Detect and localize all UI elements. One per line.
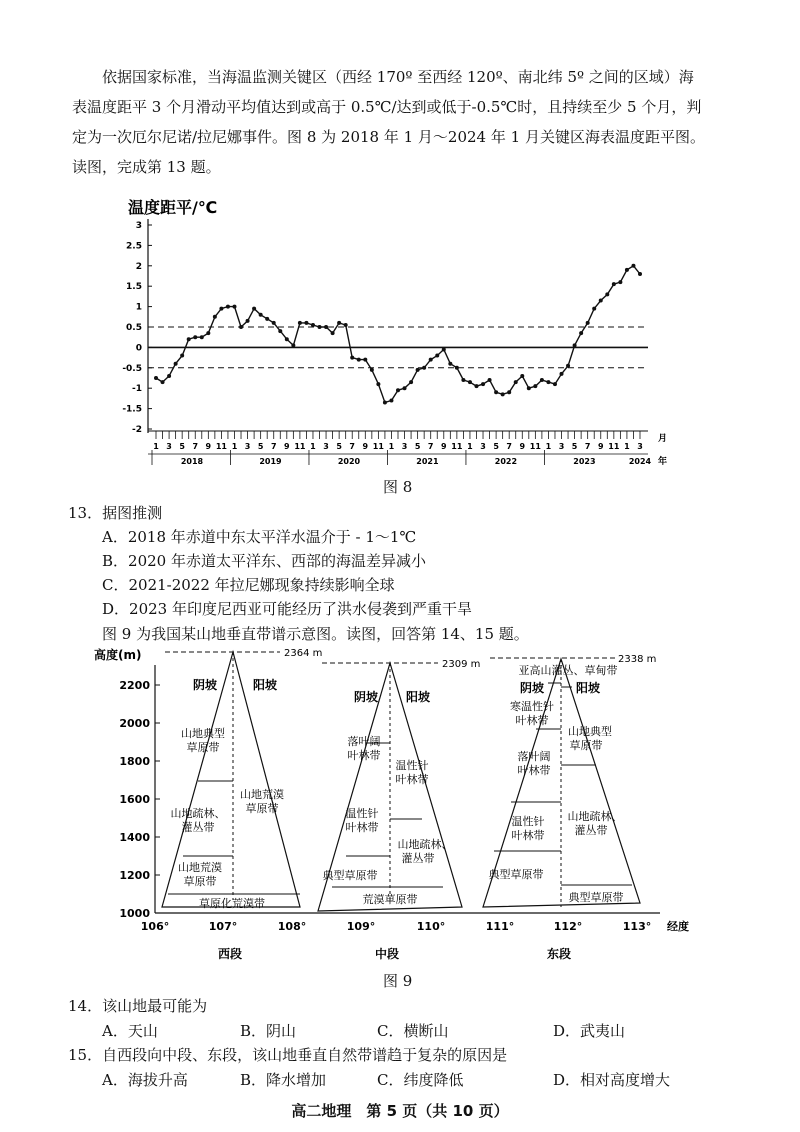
fig9-ytick: 1600	[119, 793, 150, 806]
q15-option-d: D．相对高度增大	[553, 1071, 671, 1089]
zone-label: 山地疏林、	[567, 810, 623, 823]
zone-label: 山地荒漠	[178, 861, 222, 874]
x-month-label: 1	[545, 442, 552, 451]
x-month-label: 3	[558, 442, 565, 451]
data-point	[337, 321, 341, 325]
x-year-label: 2018	[180, 457, 204, 465]
data-point	[174, 362, 178, 366]
chart-ylabel: 温度距平/℃	[128, 198, 218, 217]
data-point	[239, 325, 243, 329]
x-month-label: 3	[401, 442, 408, 451]
data-point	[213, 315, 217, 319]
fig9-ytick: 1400	[119, 831, 150, 844]
data-point	[278, 329, 282, 333]
x-month-label: 1	[624, 442, 630, 451]
y-tick-label: -1.5	[122, 404, 142, 415]
data-point	[579, 331, 583, 335]
y-tick-label: 1.5	[126, 282, 142, 293]
q13-option-c: C．2021-2022 年拉尼娜现象持续影响全球	[102, 576, 395, 594]
y-tick-label: -2	[132, 425, 142, 435]
zone-label: 温性针	[395, 759, 429, 772]
data-point	[592, 307, 596, 311]
fig9-ytick: 1000	[119, 907, 150, 920]
fig9-ytick: 1200	[119, 869, 150, 882]
y-tick-label: 2	[135, 261, 142, 272]
data-point	[631, 264, 635, 268]
y-tick-label: 1	[135, 302, 142, 313]
data-point	[481, 382, 485, 386]
x-month-label: 3	[244, 442, 251, 451]
zone-label: 山地典型	[568, 725, 612, 738]
data-point	[357, 358, 361, 362]
peak-west: 2364 m	[284, 648, 323, 659]
data-point	[226, 305, 230, 309]
data-point	[324, 325, 328, 329]
yang-slope: 阳坡	[575, 681, 601, 695]
data-point	[455, 366, 459, 370]
data-point	[488, 378, 492, 382]
x-month-label: 7	[349, 442, 356, 451]
zone-label: 灌丛带	[401, 852, 435, 865]
x-month-label: 11	[372, 442, 384, 451]
q13-option-b: B．2020 年赤道太平洋东、西部的海温差异减小	[102, 552, 426, 570]
fig9-xtick: 107°	[208, 920, 238, 933]
zone-label: 荒漠草原带	[362, 893, 418, 906]
x-month-label: 5	[414, 442, 421, 451]
zone-label: 山地疏林、	[397, 838, 453, 851]
data-point	[442, 347, 446, 351]
zone-label: 草原带	[245, 802, 279, 815]
x-month-label: 1	[388, 442, 395, 451]
yang-slope: 阳坡	[252, 678, 278, 692]
zone-label: 灌丛带	[181, 821, 215, 834]
x-month-label: 1	[231, 442, 238, 451]
x-month-label: 9	[519, 442, 526, 451]
zone-label: 落叶阔	[517, 750, 551, 763]
data-point	[435, 354, 439, 358]
x-month-label: 9	[205, 442, 212, 451]
vertical-zonation-diagram	[0, 645, 800, 965]
x-month-label: 7	[584, 442, 591, 451]
intro-line-1: 依据国家标准，当海温监测关键区（西经 170º 至西经 120º、南北纬 5º 之间的区域）海	[102, 68, 694, 86]
x-year-label: 2022	[494, 457, 518, 465]
x-month-label: 1	[310, 442, 316, 451]
x-year-label: 2024	[628, 457, 652, 465]
x-month-label: 3	[480, 442, 486, 451]
fig9-xtick: 111°	[485, 920, 515, 933]
x-month-label: 5	[257, 442, 264, 451]
data-point	[331, 331, 335, 335]
x-month-label: 3	[637, 442, 643, 451]
q13-option-d: D．2023 年印度尼西亚可能经历了洪水侵袭到严重干旱	[102, 600, 472, 618]
data-point	[318, 325, 322, 329]
data-point	[468, 380, 472, 384]
series-line	[156, 266, 640, 403]
data-point	[193, 335, 197, 339]
x-year-label: 2023	[573, 457, 596, 465]
q15-option-a: A．海拔升高	[102, 1071, 188, 1089]
zone-label: 灌丛带	[574, 824, 608, 837]
data-point	[396, 388, 400, 392]
data-point	[638, 272, 642, 276]
y-tick-label: 2.5	[126, 241, 142, 252]
data-point	[605, 292, 609, 296]
data-point	[298, 321, 302, 325]
q15-stem: 15．自西段向中段、东段，该山地垂直自然带谱趋于复杂的原因是	[68, 1046, 508, 1064]
x-month-label: 7	[270, 442, 277, 451]
zone-label: 山地疏林、	[170, 807, 226, 820]
zone-label: 温性针	[511, 815, 545, 828]
x-unit-year: 年	[658, 457, 668, 465]
data-point	[422, 366, 426, 370]
q13-option-a: A．2018 年赤道中东太平洋水温介于 - 1～1℃	[102, 528, 417, 546]
data-point	[612, 282, 616, 286]
intro-line-2: 表温度距平 3 个月滑动平均值达到或高于 0.5℃/达到或低于-0.5℃时，且持续至少 5 个月，判	[72, 98, 702, 116]
data-point	[285, 337, 289, 341]
zone-label: 山地荒漠	[240, 788, 284, 801]
yin-slope: 阴坡	[353, 690, 379, 704]
data-point	[370, 368, 374, 372]
x-month-label: 5	[493, 442, 499, 451]
fig9-ytick: 1800	[119, 755, 150, 768]
q15-option-c: C．纬度降低	[377, 1071, 464, 1089]
data-point	[501, 392, 505, 396]
data-point	[363, 358, 367, 362]
x-unit-month: 月	[658, 434, 668, 444]
q13-stem: 13．据图推测	[68, 504, 163, 522]
peak-east: 2338 m	[618, 654, 657, 665]
sst-anomaly-chart	[0, 195, 800, 465]
x-month-label: 11	[529, 442, 541, 451]
data-point	[527, 386, 531, 390]
data-point	[259, 313, 263, 317]
zone-label: 叶林带	[517, 764, 551, 777]
yin-slope: 阴坡	[519, 681, 545, 695]
data-point	[540, 378, 544, 382]
fig9-xtick: 112°	[553, 920, 583, 933]
intro-line-4: 读图，完成第 13 题。	[72, 158, 221, 176]
x-month-label: 11	[294, 442, 306, 451]
y-tick-label: 0.5	[126, 323, 142, 333]
q14-option-b: B．阴山	[240, 1022, 297, 1040]
zone-label: 落叶阔	[347, 735, 381, 748]
data-point	[200, 335, 204, 339]
x-year-label: 2019	[259, 457, 282, 465]
data-point	[291, 343, 295, 347]
data-point	[474, 384, 478, 388]
zone-label: 典型草原带	[488, 868, 544, 881]
zone-label: 草原化荒漠带	[199, 897, 265, 910]
x-month-label: 1	[467, 442, 473, 451]
zone-label: 叶林带	[395, 773, 429, 786]
data-point	[560, 372, 564, 376]
fig9-intro: 图 9 为我国某山地垂直带谱示意图。读图，回答第 14、15 题。	[102, 625, 529, 643]
x-month-label: 5	[571, 442, 578, 451]
data-point	[448, 362, 452, 366]
data-point	[154, 376, 158, 380]
x-month-label: 9	[362, 442, 369, 451]
zone-label: 叶林带	[345, 821, 379, 834]
data-point	[272, 321, 276, 325]
data-point	[344, 323, 348, 327]
zone-label: 山地典型	[181, 727, 225, 740]
data-point	[383, 400, 387, 404]
zone-label: 草原带	[186, 741, 220, 754]
fig9-xtick: 110°	[416, 920, 446, 933]
data-point	[187, 337, 191, 341]
data-point	[553, 382, 557, 386]
q14-option-c: C．横断山	[377, 1022, 449, 1040]
section-middle: 中段	[374, 947, 400, 961]
q14-option-a: A．天山	[102, 1022, 158, 1040]
x-month-label: 11	[451, 442, 463, 451]
data-point	[350, 356, 354, 360]
peak-middle: 2309 m	[442, 659, 481, 670]
data-point	[403, 386, 407, 390]
data-point	[311, 323, 315, 327]
fig9-xtick: 108°	[277, 920, 307, 933]
data-point	[566, 364, 570, 368]
fig9-xtick: 109°	[346, 920, 376, 933]
x-month-label: 11	[215, 442, 227, 451]
data-point	[546, 380, 550, 384]
data-point	[206, 331, 210, 335]
data-point	[161, 380, 165, 384]
fig9-xunit: 经度	[667, 920, 689, 933]
data-point	[246, 319, 250, 323]
fig9-xtick: 106°	[140, 920, 170, 933]
y-tick-label: -0.5	[122, 363, 142, 374]
section-west: 西段	[217, 947, 243, 961]
zone-label: 温性针	[345, 807, 379, 820]
data-point	[533, 384, 537, 388]
data-point	[461, 378, 465, 382]
q15-option-b: B．降水增加	[240, 1071, 327, 1089]
page-footer: 高二地理 第 5 页（共 10 页）	[291, 1102, 509, 1120]
data-point	[429, 358, 433, 362]
yin-slope: 阴坡	[192, 678, 218, 692]
data-point	[514, 380, 518, 384]
data-point	[219, 307, 223, 311]
zone-label: 草原带	[183, 875, 217, 888]
zone-label: 草原带	[569, 739, 603, 752]
x-month-label: 9	[440, 442, 447, 451]
data-point	[180, 354, 184, 358]
zone-label: 寒温性针	[510, 700, 554, 713]
data-point	[304, 321, 308, 325]
data-point	[232, 305, 236, 309]
data-point	[416, 368, 420, 372]
data-point	[599, 298, 603, 302]
y-tick-label: -1	[132, 384, 142, 395]
zone-label: 亚高山灌丛、草甸带	[518, 664, 618, 677]
x-year-label: 2020	[337, 457, 361, 465]
q14-option-d: D．武夷山	[553, 1022, 626, 1040]
data-point	[252, 307, 256, 311]
data-point	[167, 374, 171, 378]
fig9-caption: 图 9	[383, 972, 413, 990]
zone-label: 叶林带	[347, 749, 381, 762]
x-month-label: 3	[166, 442, 172, 451]
data-point	[507, 390, 511, 394]
x-month-label: 3	[323, 442, 329, 451]
data-point	[389, 398, 393, 402]
data-point	[625, 268, 629, 272]
x-month-label: 9	[597, 442, 604, 451]
zone-label: 叶林带	[515, 714, 549, 727]
q14-stem: 14．该山地最可能为	[68, 997, 208, 1015]
data-point	[520, 374, 524, 378]
x-month-label: 7	[427, 442, 434, 451]
fig9-xtick: 113°	[622, 920, 652, 933]
fig8-caption: 图 8	[383, 478, 413, 496]
yang-slope: 阳坡	[405, 690, 431, 704]
x-month-label: 1	[153, 442, 159, 451]
y-tick-label: 0	[135, 343, 142, 354]
data-point	[265, 317, 269, 321]
zone-label: 叶林带	[511, 829, 545, 842]
data-point	[573, 343, 577, 347]
x-year-label: 2021	[416, 457, 439, 465]
section-east: 东段	[546, 947, 572, 961]
data-point	[376, 382, 380, 386]
x-month-label: 5	[336, 442, 342, 451]
x-month-label: 5	[179, 442, 185, 451]
y-tick-label: 3	[135, 221, 142, 231]
x-month-label: 11	[608, 442, 620, 451]
fig9-ylabel: 高度(m)	[94, 648, 142, 662]
fig9-ytick: 2000	[119, 717, 150, 730]
zone-label: 典型草原带	[322, 869, 378, 882]
x-month-label: 7	[506, 442, 512, 451]
data-point	[586, 321, 590, 325]
x-month-label: 9	[284, 442, 290, 451]
zone-label: 典型草原带	[568, 891, 624, 904]
intro-line-3: 定为一次厄尔尼诺/拉尼娜事件。图 8 为 2018 年 1 月～2024 年 1 月关键区海表温度距平图。	[72, 128, 705, 146]
data-point	[618, 280, 622, 284]
data-point	[494, 390, 498, 394]
data-point	[409, 380, 413, 384]
fig9-ytick: 2200	[119, 679, 150, 692]
x-month-label: 7	[192, 442, 199, 451]
